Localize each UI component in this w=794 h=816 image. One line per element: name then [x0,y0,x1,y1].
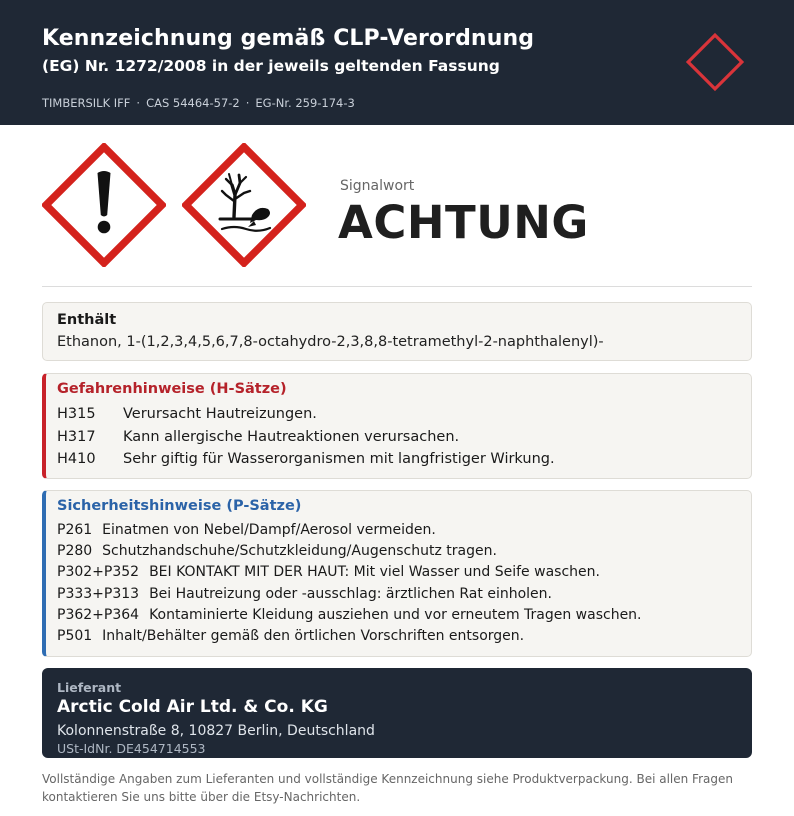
supplier-label: Lieferant [57,680,122,695]
statement-code: P333+P313 [57,585,140,602]
exclamation-mark-icon [42,143,166,267]
statement-text: Inhalt/Behälter gemäß den örtlichen Vorschriften entsorgen. [102,627,525,644]
statement-code: P261 [57,522,93,538]
statement-text: Verursacht Hautreizungen. [123,406,317,422]
hazard-statements-title: Gefahrenhinweise (H-Sätze) [57,381,287,397]
statement-code: H317 [57,428,96,445]
statement-text: Schutzhandschuhe/Schutzkleidung/Augenschutz tragen. [102,543,497,560]
precautionary-statements-title: Sicherheitshinweise (P-Sätze) [57,498,302,514]
statement-text: Kontaminierte Kleidung ausziehen und vor erneutem Tragen waschen. [149,606,642,623]
precautionary-statements-box [42,490,752,657]
signal-word-label: Signalwort [340,178,415,194]
hazard-statements-list [57,403,555,471]
supplier-address: Kolonnenstraße 8, 10827 Berlin, Deutschland [57,723,375,739]
hazard-statement-row [57,448,555,471]
hazard-statements-box [42,373,752,479]
signal-word: ACHTUNG [338,196,589,249]
meta-separator: · [136,96,141,110]
statement-text: BEI KONTAKT MIT DER HAUT: Mit viel Wasser und Seife waschen. [149,564,600,581]
statement-code: H410 [57,451,96,467]
statement-code: P302+P352 [57,564,140,581]
header-diamond-icon [683,30,747,94]
cas-number: CAS 54464-57-2 [146,96,240,110]
statement-text: Einatmen von Nebel/Dampf/Aerosol vermeiden. [102,522,436,538]
precautionary-statement-row [57,541,642,562]
contains-title: Enthält [57,312,117,328]
statement-text: Bei Hautreizung oder -ausschlag: ärztlichen Rat einholen. [149,585,552,602]
statement-text: Sehr giftig für Wasserorganismen mit langfristiger Wirkung. [123,451,555,467]
meta-separator: · [245,96,250,110]
statement-code: P501 [57,627,93,644]
precautionary-statement-row [57,562,642,583]
contains-substance: Ethanon, 1-(1,2,3,4,5,6,7,8-octahydro-2,3,8,8-tetramethyl-2-naphthalenyl)- [57,334,604,350]
section-divider [42,286,752,287]
environment-hazard-icon [182,143,306,267]
ec-number: EG-Nr. 259-174-3 [255,96,355,110]
precautionary-statements-list [57,520,642,647]
statement-code: P280 [57,543,93,560]
header-title: Kennzeichnung gemäß CLP-Verordnung [42,26,535,51]
precautionary-statement-row [57,605,642,626]
statement-code: H315 [57,406,96,422]
precautionary-statement-row [57,520,642,541]
statement-text: Kann allergische Hautreaktionen verursachen. [123,428,460,445]
supplier-vat-id: USt-IdNr. DE454714553 [57,741,206,756]
label-header [0,0,794,125]
header-subtitle: (EG) Nr. 1272/2008 in der jeweils geltenden Fassung [42,57,500,75]
precautionary-statement-row [57,626,642,647]
supplier-box [42,668,752,758]
product-meta [42,96,355,110]
statement-code: P362+P364 [57,606,140,623]
contains-box [42,302,752,361]
footnote: Vollständige Angaben zum Lieferanten und vollständige Kennzeichnung siehe Produktverpackung. Bei allen Fragen kontaktieren Sie uns bitte über die Etsy-Nachrichten. [42,772,733,804]
hazard-statement-row [57,426,555,449]
hazard-statement-row [57,403,555,426]
supplier-name: Arctic Cold Air Ltd. & Co. KG [57,697,328,717]
product-name: TIMBERSILK IFF [42,96,131,110]
precautionary-statement-row [57,584,642,605]
